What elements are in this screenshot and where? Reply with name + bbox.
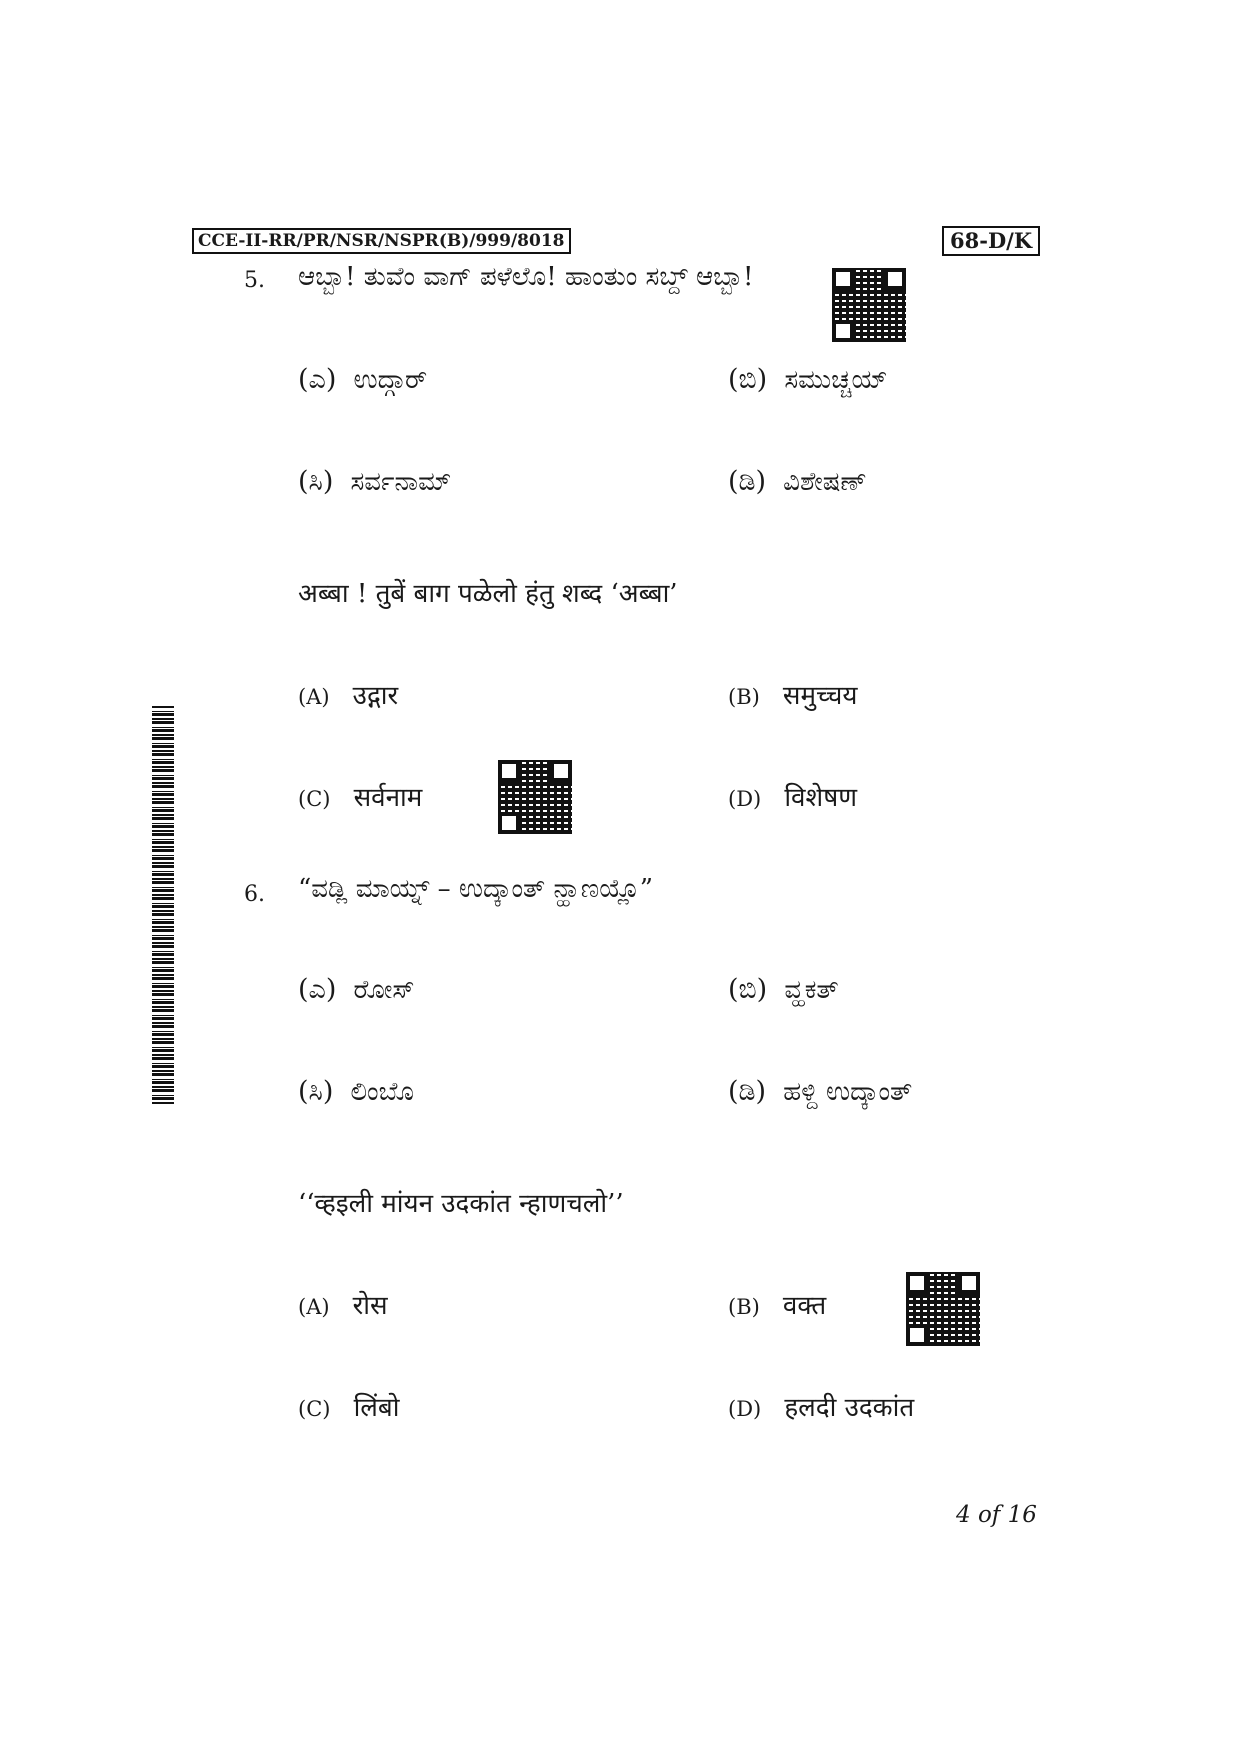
option-text: ಸಮುಚ್ಚಯ್: [784, 365, 888, 395]
page-number: 4 of 16: [956, 1502, 1037, 1528]
option-label: (D): [728, 787, 762, 811]
option-text: ಸರ್ವನಾಮ್: [350, 467, 452, 497]
paper-code: CCE-II-RR/PR/NSR/NSPR(B)/999/8018: [192, 228, 571, 254]
option-b-devanagari: [728, 676, 857, 712]
option-d-kannada: [728, 1076, 912, 1108]
question-text-devanagari: अब्बा ! तुबें बाग पळेलो हंतु शब्द ‘अब्बा’: [298, 579, 678, 609]
option-label: (C): [298, 1397, 331, 1421]
option-text: ವ್ಹಕತ್: [784, 975, 839, 1005]
option-d-devanagari: [728, 1388, 914, 1424]
option-label: (ಸಿ): [298, 1076, 334, 1107]
option-label: (B): [728, 1295, 760, 1319]
option-text: रोस: [352, 1291, 388, 1321]
option-c-kannada: [298, 466, 451, 498]
set-code: 68-D/K: [942, 226, 1040, 256]
question-text-devanagari: ‘‘व्हइली मांयन उदकांत न्हाणचलो’’: [298, 1189, 624, 1219]
question-text-kannada: “ವಡ್ಲಿ ಮಾಯ್ನ್ – ಉದ್ಕಾಂತ್ ನ್ಹಾಣಯ್ಲೊ”: [298, 874, 654, 904]
option-a-kannada: [298, 364, 427, 396]
option-label: (ಬಿ): [728, 974, 768, 1005]
option-a-devanagari: [298, 1286, 388, 1322]
option-d-kannada: [728, 466, 867, 498]
option-text: हलदी उदकांत: [784, 1393, 915, 1423]
barcode-icon: [152, 706, 174, 1104]
option-b-kannada: [728, 974, 839, 1006]
question-number: 5.: [244, 268, 265, 293]
option-label: (C): [298, 787, 331, 811]
question-number: 6.: [244, 882, 265, 907]
option-text: ರೋಸ್: [353, 975, 415, 1005]
option-text: सर्वनाम: [353, 783, 423, 813]
option-c-devanagari: [298, 1388, 400, 1424]
option-label: (ಡಿ): [728, 1076, 767, 1107]
option-b-kannada: [728, 364, 888, 396]
option-a-kannada: [298, 974, 415, 1006]
option-label: (ಸಿ): [298, 466, 334, 497]
option-text: विशेषण: [784, 783, 858, 813]
option-label: (ಎ): [298, 974, 337, 1005]
qr-code-icon: [498, 760, 572, 834]
option-label: (D): [728, 1397, 762, 1421]
qr-code-icon: [906, 1272, 980, 1346]
qr-code-icon: [832, 268, 906, 342]
option-label: (ಬಿ): [728, 364, 768, 395]
option-c-kannada: [298, 1076, 414, 1108]
option-text: लिंबो: [353, 1393, 400, 1423]
option-label: (B): [728, 685, 760, 709]
option-d-devanagari: [728, 778, 857, 814]
option-b-devanagari: [728, 1286, 826, 1322]
option-text: ವಿಶೇಷಣ್: [783, 467, 867, 497]
option-text: ಉದ್ಗಾರ್: [353, 365, 428, 395]
option-text: वक्त: [782, 1291, 827, 1321]
option-text: ಲಿಂಬೊ: [350, 1077, 414, 1107]
option-a-devanagari: [298, 676, 398, 712]
option-label: (ಎ): [298, 364, 337, 395]
option-label: (A): [298, 1295, 330, 1319]
option-text: उद्गार: [352, 681, 399, 711]
question-text-kannada: ಆಬ್ಬಾ! ತುವೆಂ ವಾಗ್ ಪಳೆಲೊ! ಹಾಂತುಂ ಸಬ್ದ್ ಆಬ್ಬಾ!: [298, 262, 754, 292]
option-label: (A): [298, 685, 330, 709]
option-label: (ಡಿ): [728, 466, 767, 497]
option-text: ಹಳ್ದಿ ಉದ್ಕಾಂತ್: [783, 1077, 913, 1107]
option-text: समुच्चय: [782, 681, 858, 711]
option-c-devanagari: [298, 778, 422, 814]
